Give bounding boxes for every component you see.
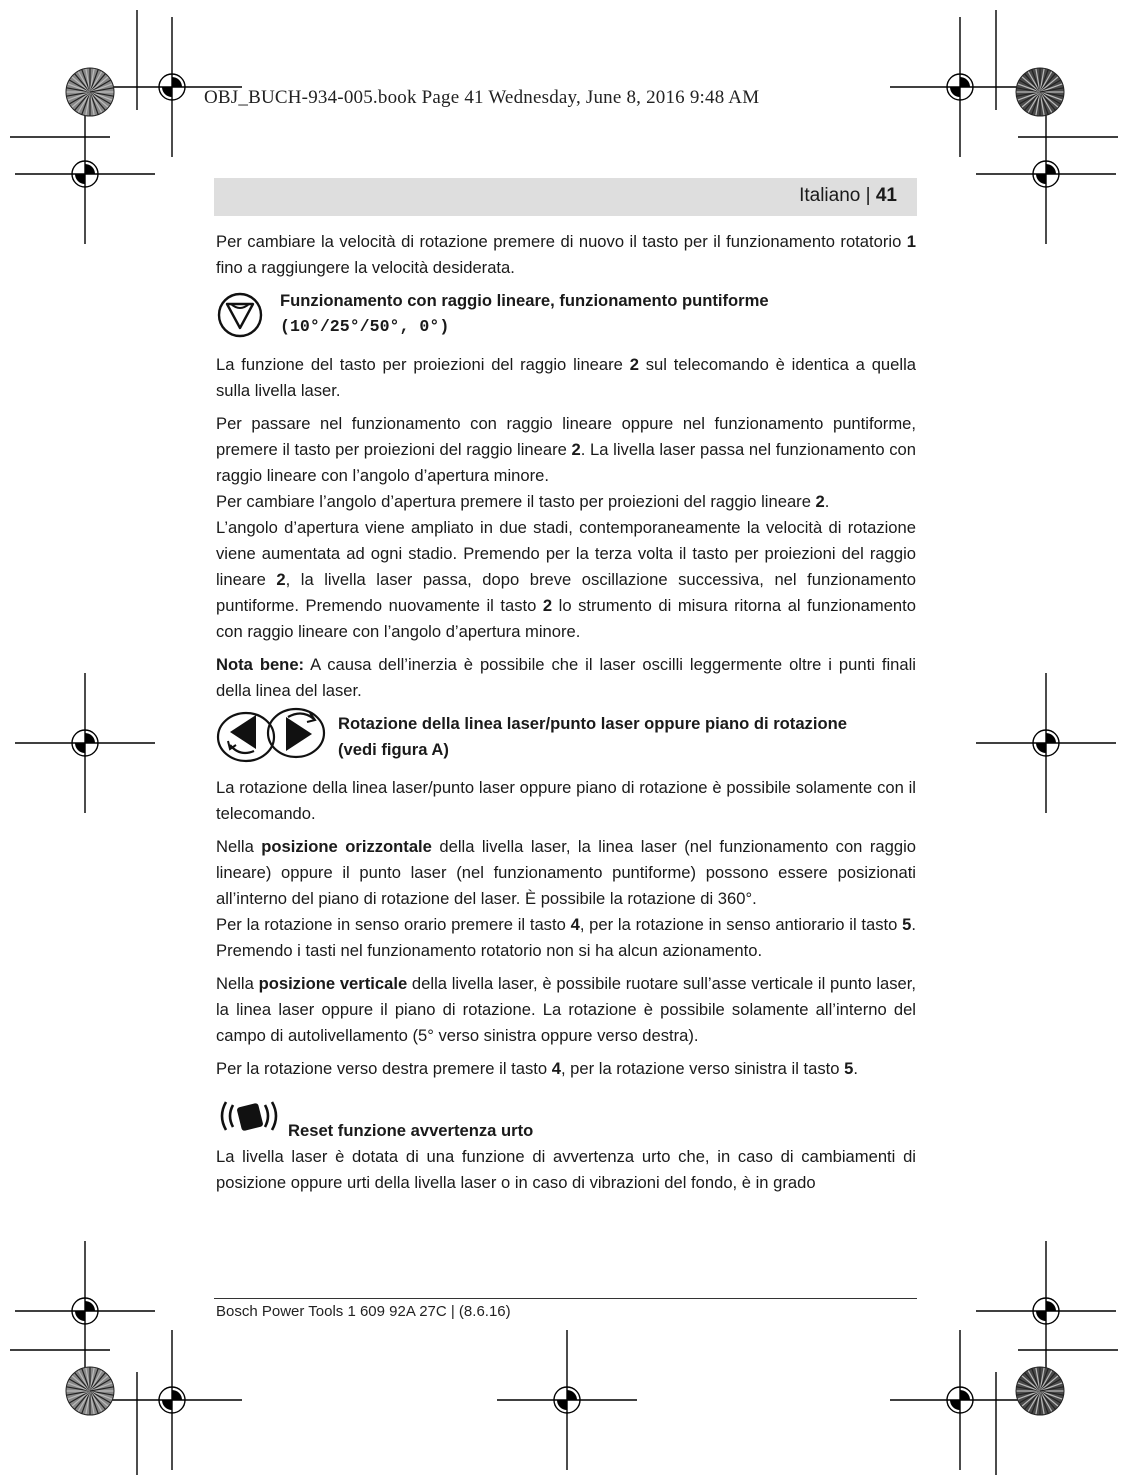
section-heading-rotation: [216, 711, 916, 763]
registration-crosshair: [497, 1330, 637, 1470]
bold-run: posizione orizzontale: [261, 837, 432, 856]
bold-run: 4: [570, 915, 580, 934]
registration-crosshair: [976, 1241, 1116, 1381]
header-separator: |: [860, 185, 876, 206]
registration-crosshair: [15, 1241, 155, 1381]
color-registration-starburst: [1016, 1367, 1064, 1415]
text-run: Per la rotazione verso destra premere il tasto: [216, 1059, 552, 1078]
paragraph: La rotazione della linea laser/punto laser oppure piano di rotazione è possibile solamente con il telecomando.: [216, 778, 916, 823]
page-header-label: [799, 185, 897, 207]
section-title-line2: (10°/25°/50°, 0°): [280, 317, 450, 336]
registration-crosshair: [890, 1330, 1030, 1470]
note-label: Nota bene:: [216, 655, 305, 674]
section-title-line1: Funzionamento con raggio lineare, funzionamento puntiforme: [280, 291, 769, 310]
shock-warning-icon: [216, 1096, 282, 1144]
section-heading-shock-warning: [216, 1096, 916, 1144]
section-title-line2: (vedi figura A): [338, 740, 449, 759]
text-run: Per passare nel funzionamento con raggio lineare oppure nel funzionamento puntiforme, premere il tasto per proiezioni del raggio lineare: [216, 414, 916, 459]
text-run: , per la rotazione verso sinistra il tasto: [560, 1059, 845, 1078]
bold-run: 4: [551, 1059, 561, 1078]
paragraph: La livella laser è dotata di una funzione di avvertenza urto che, in caso di cambiamenti di posizione oppure urti della livella laser o in caso di vibrazioni del fondo, è in grado: [216, 1147, 916, 1192]
registration-crosshair: [102, 1330, 242, 1470]
bold-run: 2: [629, 355, 639, 374]
section-title-line1: Rotazione della linea laser/punto laser oppure piano di rotazione: [338, 714, 847, 733]
paragraph: [216, 352, 916, 404]
section-heading-line-point: [216, 288, 916, 340]
text-run: . La livella laser passa nel funzionamento con raggio lineare con l’angolo d’apertura minore.: [216, 440, 916, 485]
bold-run: 5: [902, 915, 912, 934]
text-run: Per cambiare la velocità di rotazione premere di nuovo il tasto per il funzionamento rotatorio: [216, 232, 907, 251]
text-run: .: [853, 1059, 858, 1078]
paragraph: [216, 912, 916, 964]
note-paragraph: [216, 652, 916, 704]
line-point-mode-icon: [216, 290, 266, 346]
bold-run: 1: [906, 232, 916, 251]
paragraph: [216, 411, 916, 489]
text-run: La funzione del tasto per proiezioni del raggio lineare: [216, 355, 630, 374]
text-run: , la livella laser passa, dopo breve oscillazione successiva, nel funzionamento puntiforme. Premendo nuovamente il tasto: [216, 570, 916, 615]
text-run: Nella: [216, 837, 262, 856]
paragraph: [216, 1056, 916, 1082]
rotate-left-right-icon: [216, 705, 328, 771]
color-registration-starburst: [66, 68, 114, 116]
registration-crosshair: [976, 104, 1116, 244]
text-run: . Premendo i tasti nel funzionamento rotatorio non si ha alcun azionamento.: [216, 915, 916, 960]
text-run: lo strumento di misura ritorna al funzionamento con raggio lineare con l’angolo d’apertura minore.: [216, 596, 916, 641]
text-run: .: [824, 492, 830, 511]
text-run: Per la rotazione in senso orario premere il tasto: [216, 915, 571, 934]
text-run: della livella laser, la linea laser (nel funzionamento con raggio lineare) oppure il punto laser (nel funzionamento puntiforme) possono essere posizionati all’interno del piano di rotazione del laser. È possibile la rotazione di 360°.: [216, 837, 916, 908]
header-language: Italiano: [799, 185, 861, 206]
bold-run: posizione verticale: [258, 974, 408, 993]
text-run: A causa dell’inerzia è possibile che il laser oscilli leggermente oltre i punti finali della linea del laser.: [216, 655, 916, 700]
paragraph: [216, 489, 916, 515]
text-run: fino a raggiungere la velocità desiderata.: [216, 258, 515, 277]
section-title: Reset funzione avvertenza urto: [288, 1121, 534, 1140]
intro-paragraph: [216, 229, 916, 281]
registration-crosshair: [15, 104, 155, 244]
registration-crosshair: [976, 673, 1116, 813]
text-run: della livella laser, è possibile ruotare sull’asse verticale il punto laser, la linea laser oppure il piano di rotazione. La rotazione è possibile solamente all’interno del campo di autolivellamento (5° verso sinistra oppure verso destra).: [216, 974, 916, 1045]
page-body: [216, 229, 916, 1203]
text-run: Nella: [216, 974, 259, 993]
page-footer: Bosch Power Tools 1 609 92A 27C | (8.6.16): [216, 1303, 511, 1320]
paragraph: [216, 515, 916, 645]
color-registration-starburst: [66, 1367, 114, 1415]
bold-run: 2: [815, 492, 825, 511]
registration-crosshair: [890, 17, 1030, 157]
text-run: Per cambiare l’angolo d’apertura premere il tasto per proiezioni del raggio lineare: [216, 492, 816, 511]
text-run: sul telecomando è identica a quella sulla livella laser.: [216, 355, 916, 400]
text-run: , per la rotazione in senso antiorario il tasto: [579, 915, 903, 934]
bold-run: 2: [571, 440, 581, 459]
bold-run: 2: [276, 570, 286, 589]
text-run: L’angolo d’apertura viene ampliato in due stadi, contemporaneamente la velocità di rotazione viene aumentata ad ogni stadio. Premendo per la terza volta il tasto per proiezioni del raggio lineare: [216, 518, 916, 589]
page-header-bar: [214, 178, 917, 216]
page-number: 41: [875, 185, 897, 206]
bold-run: 2: [542, 596, 553, 615]
bold-run: 5: [844, 1059, 854, 1078]
color-registration-starburst: [1016, 68, 1064, 116]
footer-rule: [214, 1298, 917, 1299]
paragraph: [216, 834, 916, 912]
registration-crosshair: [15, 673, 155, 813]
file-slug: OBJ_BUCH-934-005.book Page 41 Wednesday, June 8, 2016 9:48 AM: [204, 87, 760, 108]
paragraph: [216, 971, 916, 1049]
